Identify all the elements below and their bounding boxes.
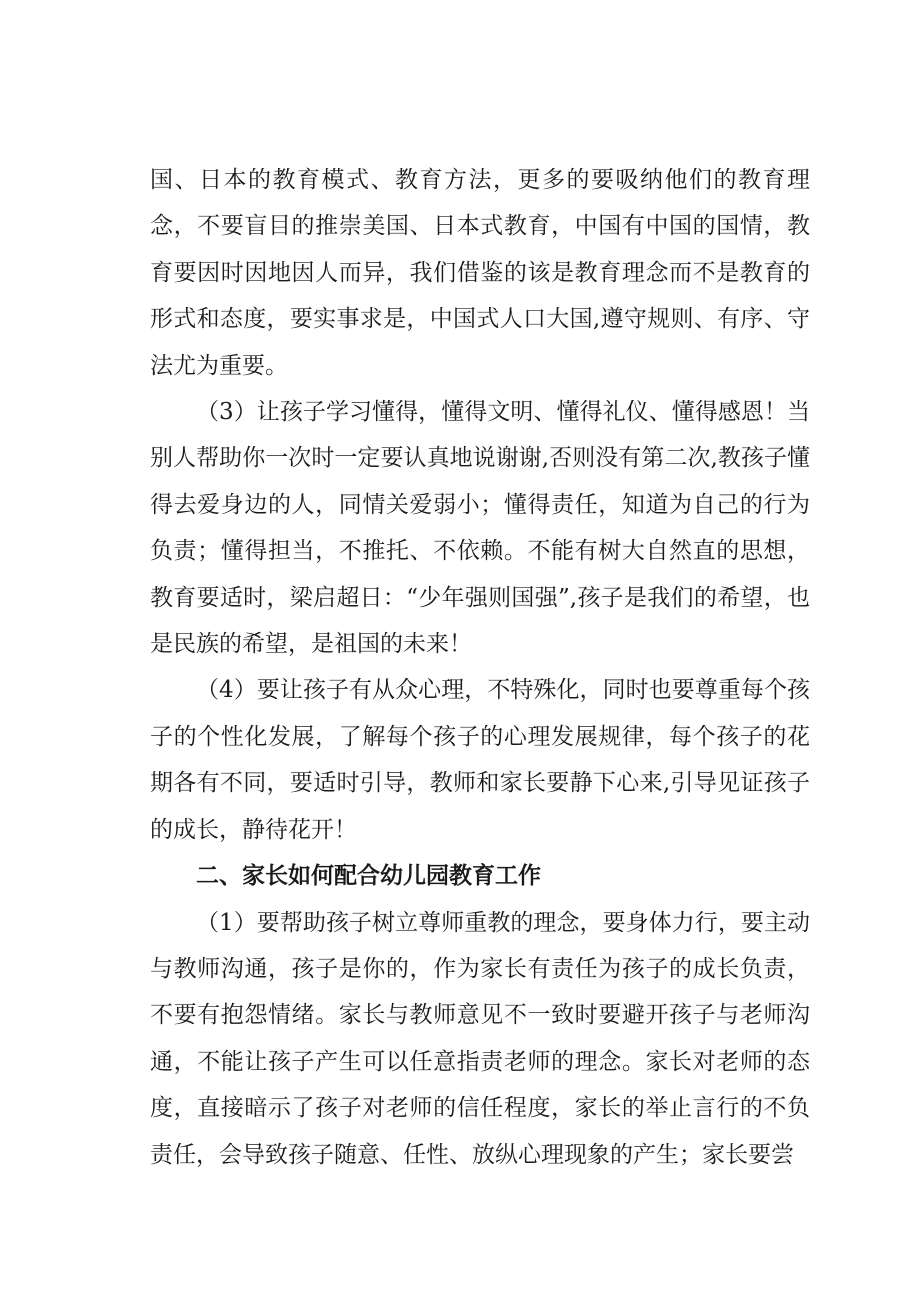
- paragraph-item-3: （3）让孩子学习懂得，懂得文明、懂得礼仪、懂得感恩！当别人帮助你一次时一定要认真地说谢谢,否则没有第二次,教孩子懂得去爱身边的人，同情关爱弱小；懂得责任，知道为自己的行为负责；懂得担当，不推托、不依赖。不能有树大自然直的思想，教育要适时，梁启超日：“少年强则国强”,孩子是我们的希望，也是民族的希望，是祖国的未来！: [150, 399, 810, 658]
- paragraph-continuation: 国、日本的教育模式、教育方法，更多的要吸纳他们的教育理念，不要盲目的推崇美国、日本式教育，中国有中国的国情，教育要因时因地因人而异，我们借鉴的该是教育理念而不是教育的形式和态度，要实事求是，中国式人口大国,遵守规则、有序、守法尤为重要。: [150, 167, 810, 379]
- section-paragraph-item-1: （1）要帮助孩子树立尊师重教的理念，要身体力行，要主动与教师沟通，孩子是你的，作为家长有责任为孩子的成长负责，不要有抱怨情绪。家长与教师意见不一致时要避开孩子与老师沟通，不能让孩子产生可以任意指责老师的理念。家长对老师的态度，直接暗示了孩子对老师的信任程度，家长的举止言行的不负责任，会导致孩子随意、任性、放纵心理现象的产生；家长要尝: [150, 909, 810, 1168]
- document-body: [150, 157, 810, 1178]
- section-heading: 二、家长如何配合幼儿园教育工作: [196, 863, 541, 890]
- paragraph-item-4: （4）要让孩子有从众心理，不特殊化，同时也要尊重每个孩子的个性化发展，了解每个孩子的心理发展规律，每个孩子的花期各有不同，要适时引导，教师和家长要静下心来,引导见证孩子的成长，静待花开！: [150, 677, 810, 843]
